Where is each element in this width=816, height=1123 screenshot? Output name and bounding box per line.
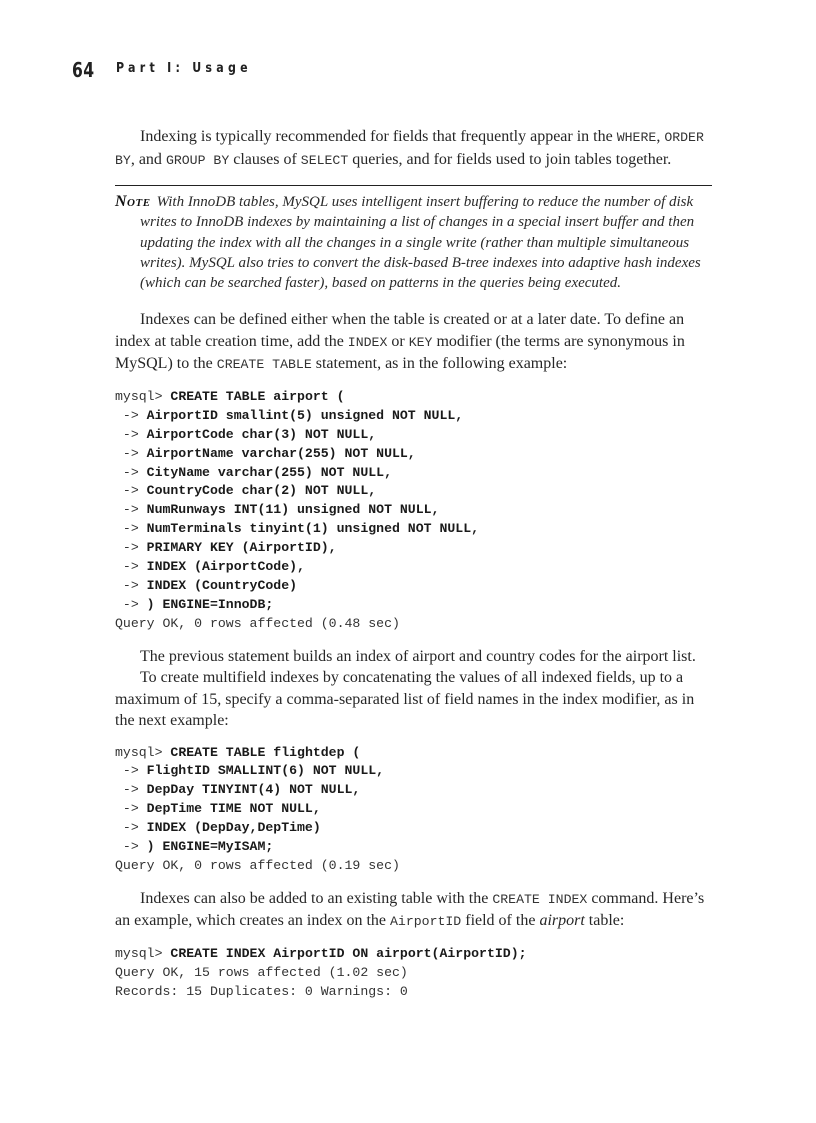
code-line: -> INDEX (DepDay,DepTime) [115, 820, 321, 836]
code-line: -> DepTime TIME NOT NULL, [115, 801, 321, 817]
paragraph-create-index: Indexes can also be added to an existing table with the CREATE INDEX command. Here’s an example, which creates an index on the AirportID field of the airport table: [115, 889, 705, 930]
paragraph-indexing-intro: Indexing is typically recommended for fields that frequently appear in the WHERE, ORDER BY, and GROUP BY clauses of SELECT queries, and for fields used to join tables together. [115, 128, 704, 168]
code-line: -> INDEX (CountryCode) [115, 577, 298, 593]
code-output-line: Query OK, 15 rows affected (1.02 sec) [115, 964, 408, 980]
code-line: -> NumRunways INT(11) unsigned NOT NULL, [115, 502, 440, 518]
code-line: -> AirportCode char(3) NOT NULL, [115, 426, 377, 442]
code-line: -> ) ENGINE=MyISAM; [115, 839, 274, 855]
code-line: mysql> CREATE INDEX AirportID ON airport(AirportID); [115, 945, 527, 961]
code-line: mysql> CREATE TABLE flightdep ( [115, 744, 361, 760]
paragraph-previous-statement: The previous statement builds an index of airport and country codes for the airport list. [140, 647, 696, 665]
note-box [115, 185, 712, 293]
page-number: 64 [72, 58, 95, 82]
code-output-line: Records: 15 Duplicates: 0 Warnings: 0 [115, 983, 408, 999]
code-line: mysql> CREATE TABLE airport ( [115, 388, 345, 404]
code-line: -> FlightID SMALLINT(6) NOT NULL, [115, 763, 385, 779]
paragraph-multifield: To create multifield indexes by concatenating the values of all indexed fields, up to a maximum of 15, specify a comma-separated list of field names in the index modifier, as in the next example: [115, 669, 695, 730]
code-line: -> CountryCode char(2) NOT NULL, [115, 483, 377, 499]
code-line: -> AirportID smallint(5) unsigned NOT NULL, [115, 407, 464, 423]
code-output-line: Query OK, 0 rows affected (0.48 sec) [115, 615, 400, 631]
code-line: -> AirportName varchar(255) NOT NULL, [115, 445, 416, 461]
code-line: -> INDEX (AirportCode), [115, 559, 305, 574]
code-block-create-airport [115, 388, 712, 634]
code-line: -> DepDay TINYINT(4) NOT NULL, [115, 782, 361, 798]
code-block-create-flightdep [115, 744, 712, 876]
page-body [115, 126, 712, 1013]
code-output-line: Query OK, 0 rows affected (0.19 sec) [115, 857, 400, 873]
code-line: -> ) ENGINE=InnoDB; [115, 596, 274, 612]
paragraph-define-indexes: Indexes can be defined either when the table is created or at a later date. To define an index at table creation time, add the INDEX or KEY modifier (the terms are synonymous in MySQL) to the CREATE TABLE statement, as in the following example: [115, 311, 685, 373]
running-head: Part I: Usage [116, 61, 252, 76]
note-text: With InnoDB tables, MySQL uses intelligent insert buffering to reduce the number of disk writes to InnoDB indexes by maintaining a list of changes in a special insert buffer and then updating the index with all the changes in a single write (rather than multiple simultaneous writes). MySQL also tries to convert the disk-based B-tree indexes into adaptive hash indexes (which can be searched faster), based on patterns in the queries being executed. [140, 194, 701, 292]
code-line: -> CityName varchar(255) NOT NULL, [115, 464, 392, 480]
code-line: -> PRIMARY KEY (AirportID), [115, 540, 337, 556]
code-block-create-index [115, 945, 712, 1002]
note-label: Note [115, 193, 151, 210]
code-line: -> NumTerminals tinyint(1) unsigned NOT NULL, [115, 521, 480, 537]
